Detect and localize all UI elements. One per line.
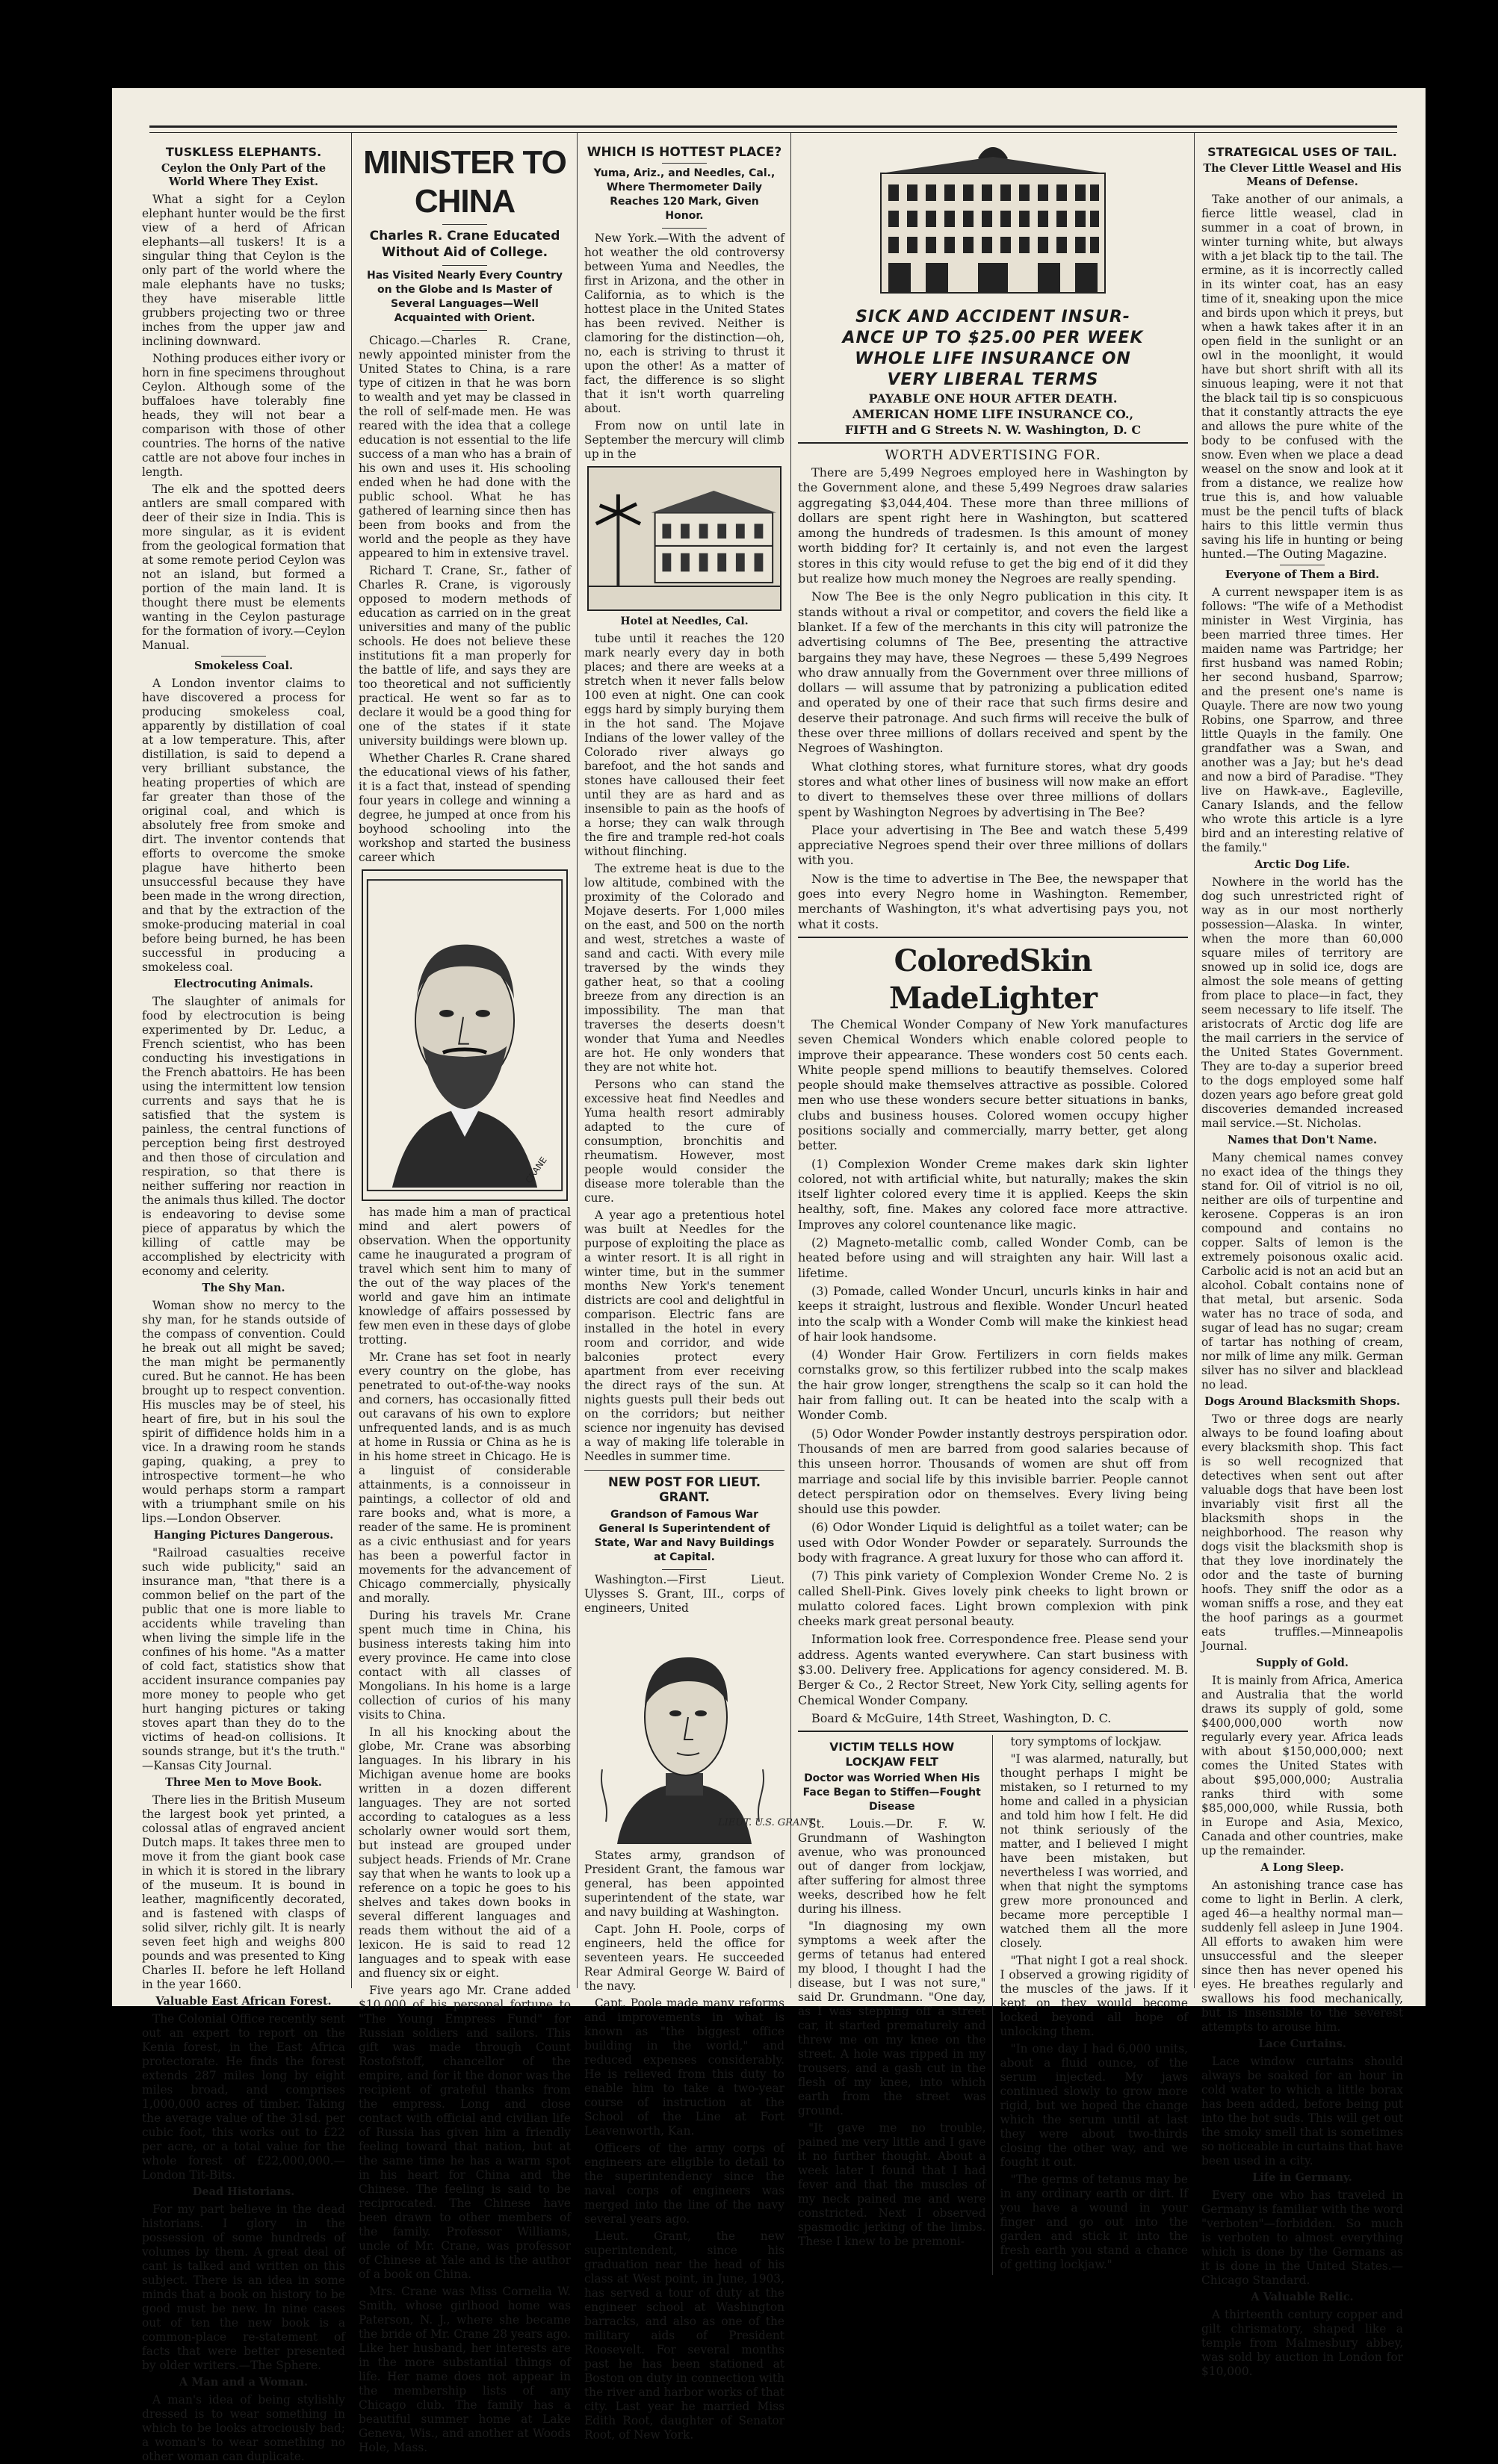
ad-paragraph: (3) Pomade, called Wonder Uncurl, uncurls kinks in hair and keeps it straight, lustrous and flexible. Wonder Uncurl heated into the scalp with a Wonder Comb will make the kinkiest head of hair look handsome. [798, 1283, 1188, 1344]
divider [442, 330, 487, 331]
article-paragraph: Capt. Poole made many reforms and improvements in what is known as "the biggest office building in the world," and reduced expenses considerably. He is relieved from this duty to enable him to take a two-year course of instruction at the School of the Line at Fort Leavenworth, Kan. [584, 1996, 784, 2138]
ad-paragraph: Board & McGuire, 14th Street, Washington, D. C. [811, 1710, 1112, 1725]
ad-paragraph: Information look free. Correspondence free. Please send your address. Agents wanted everywhere. Can start business with $3.00. Delivery free. Applications for agency considered. M. B. Berger & Co., 2 Rector Street, New York City, selling agents for Chemical Wonder Company. [798, 1632, 1188, 1707]
section-paragraph: Many chemical names convey no exact idea of the things they stand for. Oil of vitriol is no oil, neither are oils of turpentine and kerosene. Copperas is an iron compound and contains no copper. Salts of lemon is the extremely poisonous oxalic acid. Carbolic acid is not an acid but an alcohol. Cobalt contains none of that metal, but arsenic. Soda water has no trace of soda, and sugar of lead has no sugar; cream of tartar has nothing of cream, nor milk of lime any milk. German silver has no silver and blacklead no lead. [1201, 1151, 1403, 1391]
ad-paragraph: (2) Magneto-metallic comb, called Wonder Comb, can be heated before using and will straighten any hair. Will last a lifetime. [798, 1235, 1188, 1280]
ad-paragraph: What clothing stores, what furniture stores, what dry goods stores and what other lines of business will now make an effort to divert to themselves these over three millions of dollars spent by Washington Negroes by advertising in The Bee? [798, 759, 1188, 819]
top-rule [149, 125, 1397, 133]
colored-skin-headline: ColoredSkin MadeLighter [889, 943, 1097, 1016]
article-paragraph: Take another of our animals, a fierce little weasel, clad in summer in a coat of brown, in winter turning white, but always with a jet black tip to the tail. The ermine, as it is incorrectly called in its winter coat, has an easy time of it, sneaking upon the mice and birds upon which it preys, but when a hawk takes after it in an open field in the sunlight or an owl in the moonlight, it would have but short shrift with all its sinuous leaping, were it not that the black tail tip is so conspicuous that it constantly attracts the eye and allows the pure white of the body to be confused with the snow. Even when we place a dead weasel on the snow and look at it from a distance, we realize how true this is, and how valuable must be the pencil tufts of black hairs to this little vermin thus saving his life in hunting or being hunted.—The Outing Magazine. [1201, 193, 1403, 561]
article-paragraph: Officers of the army corps of engineers are eligible to detail to the superintendency since the naval corps of engineers was merged into the line of the navy several years ago. [584, 2141, 784, 2226]
section-title: A Valuable Relic. [1251, 2291, 1354, 2303]
section-paragraph: A man's idea of being stylishly dressed is to wear something in which to be looks atrociously bad; a woman's to wear something no other woman can duplicate. [142, 2393, 345, 2463]
section-title: Lace Curtains. [1258, 2038, 1346, 2050]
hotel-drawing [589, 468, 780, 609]
insurance-company: AMERICAN HOME LIFE INSURANCE CO., [852, 407, 1134, 421]
article-paragraph: During his travels Mr. Crane spent much time in China, his business interests taking him into every province. He came into close contact with all classes of Mongolians. In his home is a large collection of curios of his many visits to China. [359, 1609, 571, 1722]
column-rule [577, 133, 578, 1988]
article-paragraph: Chicago.—Charles R. Crane, newly appointed minister from the United States to China, is a rare type of citizen in that he was born to wealth and yet may be classed in the roll of self-made men. He was reared with the idea that a college education is not essential to the life success of a man who has a brain of his own and uses it. His schooling ended when he had done with the public school. What he has gathered of learning since then has been from books and from the world and the people as they have appeared to him in extensive travel. [359, 334, 571, 560]
insurance-payable: PAYABLE ONE HOUR AFTER DEATH. [868, 391, 1118, 406]
ad-paragraph: (7) This pink variety of Complexion Wonder Creme No. 2 is called Shell-Pink. Gives lovely pink cheeks to light brown or mulatto colored faces. Light brown complexion with pink cheeks mark great personal beauty. [798, 1568, 1188, 1629]
article-subtitle: Ceylon the Only Part of the World Where They Exist. [161, 162, 326, 188]
building-drawing [865, 143, 1121, 304]
article-paragraph: From now on until late in September the mercury will climb up in the [584, 419, 784, 461]
divider [662, 163, 707, 164]
portrait-drawing [587, 1620, 815, 1844]
column-advertisements [798, 140, 1188, 2272]
grant-portrait [587, 1620, 815, 1844]
ad-paragraph: There are 5,499 Negroes employed here in Washington by the Government alone, and these 5,499 Negroes draw salaries aggregating $3,044,404. These more than three millions of dollars are spent right here in Washington, but scattered among the hundreds of tradesmen. Is this amount of money worth bidding for? It certainly is, and not even the largest stores in this city would refuse to get the big end of it did they but realize how much money the Negroes are really spending. [798, 465, 1188, 586]
ad-paragraph: (6) Odor Wonder Liquid is delightful as a toilet water; can be used with Odor Wonder Powder or separately. Surrounds the body with fragrance. A great luxury for those who can afford it. [798, 1520, 1188, 1565]
article-paragraph: Persons who can stand the excessive heat find Needles and Yuma health resort admirably adapted to the cure of consumption, bronchitis and rheumatism. However, most people would consider the disease more tolerable than the cure. [584, 1078, 784, 1205]
article-paragraph: In all his knocking about the globe, Mr. Crane was absorbing languages. In his library in his Michigan avenue home are books written in a dozen different languages. They are not sorted according to catalogues as a less scholarly owner would sort them, but instead are grouped under subject heads. Friends of Mr. Crane say that when he wants to look up a reference on a topic he goes to his shelves and takes down books in several different languages and reads them without the aid of a lexicon. He is said to read 12 languages and to speak with ease and fluency six or eight. [359, 1725, 571, 1980]
section-title: Arctic Dog Life. [1254, 858, 1350, 871]
section-paragraph: "Railroad casualties receive such wide publicity," said an insurance man, "that there is a common belief on the part of the public that one is more liable to accidents while traveling than when living the simple life in the confines of his home. "As a matter of cold fact, statistics show that accident insurance companies pay more money to people who get hurt hanging pictures or taking stoves apart than they do to the victims of head-on collisions. It sounds strange, but it's the truth." —Kansas City Journal. [142, 1546, 345, 1772]
ad-paragraph: (4) Wonder Hair Grow. Fertilizers in corn fields makes cornstalks grow, so this fertilizer rubbed into the scalp makes the hair grow longer, strengthens the scalp so it can hold the hair from falling out. It can be heated into the scalp with a Wonder Comb. [798, 1347, 1188, 1423]
insurance-address: FIFTH and G Streets N. W. Washington, D. C [844, 423, 1142, 437]
section-paragraph: It is mainly from Africa, America and Australia that the world draws its supply of gold, some $400,000,000 worth now regularly every year. Africa leads with about $150,000,000; next comes the United States with about $95,000,000; Australia ranks third with some $85,000,000, while Russia, both in Europe and Asia, Mexico, Canada and other countries, make up the remainder. [1201, 1674, 1403, 1858]
section-title: Valuable East African Forest. [155, 1995, 332, 2008]
ad-paragraph: (5) Odor Wonder Powder instantly destroys perspiration odor. Thousands of men are barred from good salaries because of this unseen horror. Thousands of women are shut off from marriage and social life by this invisible barrier. People cannot detect perspiration odor on themselves. Every living being should use this powder. [798, 1426, 1188, 1517]
divider [584, 1470, 784, 1471]
headline: VICTIM TELLS HOW LOCKJAW FELT [829, 1740, 955, 1769]
deck: Grandson of Famous War General Is Superintendent of State, War and Navy Buildings at Capital. [594, 1509, 775, 1563]
section-title: Hanging Pictures Dangerous. [153, 1529, 334, 1542]
divider [798, 442, 1188, 444]
divider [662, 1569, 707, 1570]
column-hottest-place [584, 140, 815, 2442]
deck: Charles R. Crane Educated Without Aid of College. [369, 229, 560, 260]
deck: Yuma, Ariz., and Needles, Cal., Where Thermometer Daily Reaches 120 Mark, Given Honor. [593, 167, 776, 222]
building-illustration [865, 143, 1121, 304]
column-rule [790, 133, 791, 1988]
section-paragraph: Woman show no mercy to the shy man, for he stands outside of the compass of convention. Could he break out all might be saved; the man might be permanently cured. But he cannot. He has been brought up to respect convention. His muscles may be of steel, his heart of fire, but in his soul the spirit of diffidence holds him in a vice. In a drawing room he stands gaping, quaking, a prey to introspective torment—he who would perhaps storm a rampart with a triumphant smile on his lips.—London Observer. [142, 1299, 345, 1525]
insurance-line: VERY LIBERAL TERMS [887, 370, 1099, 389]
lockjaw-article [798, 1735, 1188, 2275]
article-paragraph: "In diagnosing my own symptoms a week after the germs of tetanus had entered my blood, I thought I had the disease, but I was not sure," said Dr. Grundmann. "One day, as I was stepping off a street car, it started prematurely and threw me on my knee on the street. A hole was ripped in my trousers, and a gash cut in the flesh of my knee, into which earth from the street was ground. [798, 1920, 986, 2118]
article-paragraph: Whether Charles R. Crane shared the educational views of his father, it is a fact that, instead of spending four years in college and winning a degree, he jumped at once from his boyhood schooling into the workshop and started the business career which [359, 751, 571, 864]
lockjaw-right-column [1000, 1735, 1189, 2275]
headline: WHICH IS HOTTEST PLACE? [586, 145, 782, 160]
divider [442, 265, 487, 266]
crane-portrait [362, 869, 568, 1201]
article-paragraph: Lieut. Grant, the new superintendent, since his graduation near the head of his class at West point, in June, 1903, has served a tour of duty at the engineer school at Washington barracks, and also as one of the military aids of President Roosevelt. For several months past he has been stationed at Boston on duty in connection with the river and harbor works of that city. Last year he married Miss Edith Root, daughter of Senator Root, of New York. [584, 2229, 784, 2442]
article-paragraph: The elk and the spotted deers antlers are small compared with deer of their size in India. This is more singular, as it is evident from the geological formation that at some remote period Ceylon was not an island, but formed a portion of the main land. It is thought there must be elements wanting in the Ceylon pasturage for the formation of ivory.—Ceylon Manual. [142, 482, 345, 652]
worth-advertising-title: WORTH ADVERTISING FOR. [885, 447, 1101, 463]
article-paragraph: What a sight for a Ceylon elephant hunter would be the first view of a herd of African elephants—all tuskers! It is a singular thing that Ceylon is the only part of the world where the male elephants have no tusks; they have miserable little grubbers projecting two or three inches from the upper jaw and inclining downward. [142, 193, 345, 348]
section-paragraph: Two or three dogs are nearly always to be found loafing about every blacksmith shop. This fact is so well recognized that detectives when sent out after valuable dogs that have been lost invariably visit first all the blacksmith shops in the neighborhood. The reason why dogs visit the blacksmith shop is that they love inordinately the odor and the taste of burning hoofs. They sniff the odor as a woman sniffs a rose, and they eat the hoof parings as a gourmet eats truffles.—Minneapolis Journal. [1201, 1412, 1403, 1653]
article-paragraph: "It gave me no trouble, pained me very little and I gave it no further thought. About a week later I found that I had fever and that the muscles of my neck pained me and were constricted. Next I observed spasmodic jerking of the limbs. These I knew to be premoni- [798, 2121, 986, 2249]
divider [442, 224, 487, 225]
headline: NEW POST FOR LIEUT. GRANT. [607, 1475, 761, 1504]
column-rule [351, 133, 352, 1988]
insurance-line: SICK AND ACCIDENT INSUR- [855, 308, 1130, 326]
section-title: Supply of Gold. [1256, 1657, 1349, 1669]
column-minister-to-china [359, 140, 571, 2454]
section-paragraph: Nowhere in the world has the dog such unrestricted right of way as in our most northerly possession—Alaska. In winter, when the more than 60,000 square miles of territory are snowed up in solid ice, dogs are almost the sole means of getting from place to place—in fact, they seem necessary to life itself. The aristocrats of Arctic dog life are the mail carriers in the service of the United States Government. They are to-day a superior breed to the dogs employed some half dozen years ago before great gold discoveries demanded increased mail service.—St. Nicholas. [1201, 875, 1403, 1130]
article-paragraph: tube until it reaches the 120 mark nearly every day in both places; and there are weeks at a stretch when it never falls below 100 even at night. One can cook eggs hard by simply burying them in the hot sand. The Mojave Indians of the lower valley of the Colorado river always go barefoot, and the hot sands and stones have calloused their feet until they are as hard and as insensible to pain as the hoofs of a horse; they can walk through the fire and trample red-hot coals without flinching. [584, 632, 784, 858]
article-paragraph: tory symptoms of lockjaw. [1010, 1735, 1162, 1749]
section-title: A Man and a Woman. [179, 2376, 308, 2389]
article-paragraph: "The germs of tetanus may be in any ordinary earth or dirt. If you have a wound in your finger and go out into the garden and stick it into the fresh earth you stand a chance of getting lockjaw." [1000, 2173, 1188, 2272]
article-title: STRATEGICAL USES OF TAIL. [1207, 145, 1397, 159]
illustration-caption: Hotel at Needles, Cal. [620, 615, 749, 627]
divider [798, 1731, 1188, 1732]
divider [662, 228, 707, 229]
article-paragraph: Capt. John H. Poole, corps of engineers, held the office for seventeen years. He succeeded Rear Admiral George W. Baird of the navy. [584, 1923, 784, 1993]
article-paragraph: Nothing produces either ivory or horn in fine specimens throughout Ceylon. Although some of the buffaloes have tolerably fine heads, they will not bear a comparison with those of other countries. The horns of the native cattle are not above four inches in length. [142, 352, 345, 479]
article-paragraph: New York.—With the advent of hot weather the old controversy between Yuma and Needles, the first in Arizona, and the other in California, as to which is the hottest place in the United States has been revived. Neither is clamoring for the distinction—oh, no, each is striving to thrust it upon the other! As a matter of fact, the difference is so slight that it isn't worth quarreling about. [584, 232, 784, 415]
article-paragraph: States army, grandson of President Grant, the famous war general, has been appointed superintendent of the state, war and navy building at Washington. [584, 1849, 784, 1919]
article-paragraph: has made him a man of practical mind and alert powers of observation. When the opportunity came he inaugurated a program of travel which sent him to many of the out of the way places of the world and gave him an intimate knowledge of affairs possessed by few men even in these days of globe trotting. [359, 1205, 571, 1347]
section-title: Electrocuting Animals. [173, 978, 314, 990]
section-paragraph: Lace window curtains should always be soaked for an hour in cold water to which a little borax has been added, before being put into the hot suds. This will get out the smoky smell that is sometimes so noticeable in curtains that have been used in a city. [1201, 2055, 1403, 2167]
column-miscellany-right [1201, 140, 1403, 2378]
section-title: Dead Historians. [192, 2185, 295, 2198]
section-title: The Shy Man. [202, 1282, 285, 1294]
portrait-drawing [363, 871, 566, 1200]
insurance-line: ANCE UP TO $25.00 PER WEEK [842, 329, 1144, 347]
section-title: A Long Sleep. [1260, 1861, 1344, 1874]
article-title: TUSKLESS ELEPHANTS. [165, 145, 322, 159]
section-title: Dogs Around Blacksmith Shops. [1204, 1395, 1400, 1408]
article-paragraph: Washington.—First Lieut. Ulysses S. Grant, III., corps of engineers, United [584, 1573, 784, 1615]
ad-paragraph: (1) Complexion Wonder Creme makes dark skin lighter colored, not with artificial white, but naturally; makes the skin itself lighter colored every time it is applied. Keeps the skin healthy, soft, fine. Makes any colored face more attractive. Improves any colorel countenance like magic. [798, 1156, 1188, 1232]
article-paragraph: Richard T. Crane, Sr., father of Charles R. Crane, is vigorously opposed to modern methods of education as carried on in the great universities and many of the public schools. He does not believe these institutions fit a man properly for the battle of life, and says they are too theoretical and not sufficiently practical. He went so far as to declare it would be a good thing for one of the states if it state university buildings were blown up. [359, 564, 571, 748]
column-rule [1194, 133, 1195, 1988]
portrait-signature: LIEUT. U.S. GRANT [718, 1817, 815, 1828]
section-paragraph: An astonishing trance case has come to light in Berlin. A clerk, aged 46—a healthy normal man—suddenly fell asleep in June 1904. All efforts to awaken him were unsuccessful and the sleeper since then has never opened his eyes. He breathes regularly and swallows his food mechanically, but is insensible to the severest attempts to arouse him. [1201, 1878, 1403, 2034]
ad-paragraph: The Chemical Wonder Company of New York manufactures seven Chemical Wonders which enable colored people to improve their appearance. These wonders cost 50 cents each. White people spend millions to beautify themselves. Colored people should make themselves attractive as possible. Colored men who use these wonders secure better situations in banks, clubs and business houses. Colored women occupy higher positions socially and commercially, marry better, get along better. [798, 1017, 1188, 1153]
article-paragraph: St. Louis.—Dr. F. W. Grundmann of Washington avenue, who was pronounced out of danger from lockjaw, after suffering for almost three weeks, described how he felt during his illness. [798, 1817, 986, 1917]
divider [798, 937, 1188, 938]
section-paragraph: The Colonial Office recently sent out an expert to report on the Kenia forest, in the East Africa protectorate. He finds the forest extends 287 miles long by eight miles broad, and comprises 1,000,000 acres of timber. Taking the average value of the 31sd. per cubic foot, this works out to £22 per acre, or a total value for the whole forest of £22,000,000.—London Tit-Bits. [142, 2012, 345, 2182]
ad-paragraph: Now is the time to advertise in The Bee, the newspaper that goes into every Negro home in Washington. Remember, merchants of Washington, it's what advertising pays you, not what it costs. [798, 871, 1188, 931]
article-paragraph: "That night I got a real shock. I observed a growing rigidity of the muscles of the jaws. If it kept on they would become locked beyond all hope of unlocking them. [1000, 1954, 1188, 2039]
section-paragraph: A current newspaper item is as follows: "The wife of a Methodist minister in West Virginia, has been married three times. Her maiden name was Partridge; her first husband was named Robin; her second husband, Sparrow; and the present one's name is Quayle. There are now two young Robins, one Sparrow, and three little Quayls in the family. One grandfather was a Swan, and another was a Jay; but he's dead and now a bird of Paradise. "They live on Hawk-ave., Eagleville, Canary Islands, and the fellow who wrote this article is a lyre bird and an interesting relative of the family." [1201, 586, 1403, 854]
lockjaw-left-column [798, 1735, 993, 2275]
article-paragraph: "In one day I had 6,000 units, about a fluid ounce, of the serum injected. My jaws continued slowly to grow more rigid, but we hoped the change which the serum until at last they were about two-thirds closing the other way, and we fought it out. [1000, 2042, 1188, 2170]
section-paragraph: There lies in the British Museum the largest book yet printed, a colossal atlas of engraved ancient Dutch maps. It takes three men to move it from the giant book case in which it is stored in the library of the museum. It is bound in leather, magnificently decorated, and is fastened with clasps of solid silver, richly gilt. It is nearly seven feet high and weighs 800 pounds and was presented to King Charles II. before he left Holland in the year 1660. [142, 1793, 345, 1991]
section-title: Life in Germany. [1252, 2171, 1352, 2184]
article-paragraph: The extreme heat is due to the low altitude, combined with the proximity of the Colorado and Mojave deserts. For 1,000 miles on the east, and 500 on the north and west, stretches a waste of sand and cacti. With every mile traversed by the winds they gather heat, so that a cooling breeze from any direction is an impossibility. The man that traverses the deserts doesn't wonder that Yuma and Needles are hot. He only wonders that they are not white hot. [584, 862, 784, 1074]
insurance-line: WHOLE LIFE INSURANCE ON [855, 350, 1131, 368]
article-paragraph: "I was alarmed, naturally, but thought perhaps I might be mistaken, so I returned to my home and called in a physician and told him how I felt. He did not think seriously of the matter, and I believed I might have been mistaken, but nevertheless I was worried, and when that night the symptoms grew more pronounced and became more perceptible I watched them all the more closely. [1000, 1752, 1188, 1951]
column-miscellany-left [142, 140, 345, 2463]
article-paragraph: A year ago a pretentious hotel was built at Needles for the purpose of exploiting the place as a winter resort. It is all right in winter time, but in the summer months New York's tenement districts are cool and delightful in comparison. Electric fans are installed in the hotel in every room and corridor, and wide balconies protect every apartment from ever receiving the direct rays of the sun. At nights guests pull their beds out on the corridors; but neither science nor ingenuity has devised a way of making life tolerable in Needles in summer time. [584, 1208, 784, 1463]
article-subtitle: The Clever Little Weasel and His Means of Defense. [1203, 162, 1402, 188]
portrait-signature: CRANE [523, 1155, 549, 1185]
section-title: Everyone of Them a Bird. [1225, 568, 1380, 581]
ad-paragraph: Place your advertising in The Bee and watch these 5,499 appreciative Negroes spend their over three millions of dollars with you. [798, 822, 1188, 868]
section-paragraph: Every one who has traveled in Germany is familiar with the word "verboten"—forbidden. So much is verboten to almost everything which is done by the Germans as it is done in the United States.—Chicago Standard. [1201, 2188, 1403, 2287]
hotel-illustration [587, 466, 782, 611]
headline: MINISTER TO CHINA [363, 144, 566, 220]
section-title: Smokeless Coal. [194, 660, 294, 672]
deck: Has Visited Nearly Every Country on the Globe and Is Master of Several Languages—Well Acquainted with Orient. [367, 270, 563, 324]
newspaper-page [112, 88, 1426, 2463]
section-title: Three Men to Move Book. [165, 1776, 322, 1789]
section-paragraph: A thirteenth century copper and gilt chrismatory, shaped like a temple from Malmesbury abbey, was sold by auction in London for $10,000. [1201, 2308, 1403, 2378]
ad-paragraph: Now The Bee is the only Negro publication in this city. It stands without a rival or competitor, and covers the field like a blanket. If a few of the merchants in this city will patronize the advertising columns of The Bee, presenting the attractive bargains they may have, these Negroes — these 5,499 Negroes who draw annually from the Government over three millions of dollars — will assume that by patronizing a publication edited and operated by one of their race that such firms desire and deserve their patronage. And such firms will receive the bulk of these over three millions of dollars received and spent by the Negroes of Washington. [798, 589, 1188, 756]
section-paragraph: A London inventor claims to have discovered a process for producing smokeless coal, apparently by distillation of coal at a low temperature. This, after distillation, is said to depend a very brilliant substance, the heating properties of which are far greater than those of the original coal, and which is absolutely free from smoke and dirt. The inventor contends that efforts to overcome the smoke plague have hitherto been unsuccessful because they have been made in the wrong direction, and that by the extraction of the smoke-producing material in coal before being burned, he has been successful in producing a smokeless coal. [142, 677, 345, 974]
article-paragraph: Five years ago Mr. Crane added $10,000 of his personal fortune to "The Young Empress Fund" for Russian soldiers and sailors. This gift was made through Count Rostofstoff, chancellor of the empire, and for it the donor was the recipient of grateful thanks from the empress. Long and close contact with official and civilian life of Russia has given him a friendly feeling toward that nation, but at the same time he has a warm spot in his heart for China and the Chinese. The feeling is said to be reciprocated. The Chinese have been drawn to other members of the family. Professor Williams, uncle of Mr. Crane, was professor of Chinese at Yale and is the author of a book on China. [359, 1984, 571, 2281]
article-paragraph: Mr. Crane has set foot in nearly every country on the globe, has penetrated to out-of-the-way nooks and corners, has occasionally fitted out caravans of his own to explore unfrequented lands, and is as much at home in Russia or China as he is in his home street in Chicago. He is a linguist of considerable attainments, is a connoisseur in paintings, a collector of old and rare books and, what is more, a reader of the same. He is prominent as a civic enthusiast and for years has been a powerful factor in movements for the advancement of Chicago commercially, physically and morally. [359, 1350, 571, 1605]
section-paragraph: For my part believe in the dead historians. I glory in the possession of some hundreds of volumes by them. A great deal of cant is talked and written on this subject. There is an idea in some minds that a book on history to be good must be new. In nine cases out of ten the new book is a common-place re-statement of facts that were better presented by older writers.—The Sphere. [142, 2203, 345, 2372]
divider [221, 656, 266, 657]
article-paragraph: Mrs. Crane was Miss Cornelia W. Smith, whose girlhood home was Paterson, N. J., where she became the bride of Mr. Crane 28 years ago. Like her husband, her interests are in the more substantial things of life. Her name does not appear in the membership lists of any Chicago club. The family has a beautiful summer home at Lake Geneva, Wis., and another at Woods Hole, Mass. [359, 2285, 571, 2454]
section-title: Names that Don't Name. [1227, 1134, 1378, 1146]
deck: Doctor was Worried When His Face Began to Stiffen—Fought Disease [802, 1772, 981, 1813]
section-paragraph: The slaughter of animals for food by electrocution is being experimented by Dr. Leduc, a French scientist, who has been conducting his investigations in the French abattoirs. He has been using the intermittent low tension currents and says that he is satisfied that the system is painless, the central functions of perception being first destroyed and then those of circulation and respiration, so that there is neither suffering nor reaction in the animals thus killed. The doctor is endeavoring to devise some piece of apparatus by which the killing of cattle may be accomplished by electricity with economy and celerity. [142, 995, 345, 1278]
